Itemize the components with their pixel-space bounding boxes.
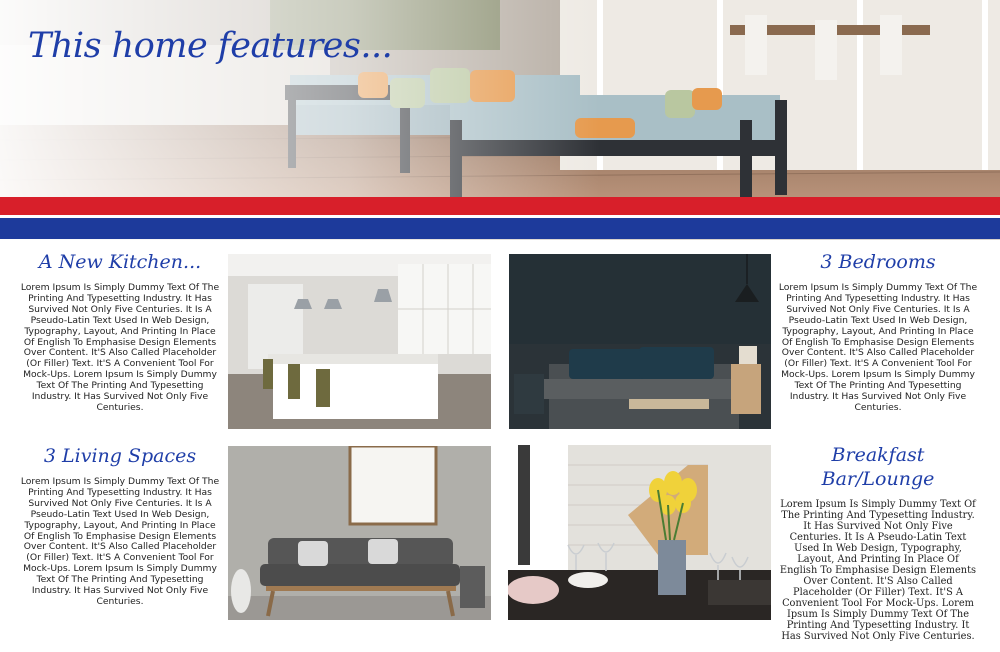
feature-body: Lorem Ipsum Is Simply Dummy Text Of The Printing And Typesetting Industry. It Has Survived Not Only Five Centuries. It Is A Pseudo-Latin Text Used In Web Design, Typography, Layout, And Printing In Place Of English To Emphasise Design Elements Over Content. It'S Also Called Placeholder (Or Filler) Text. It'S A Convenient Tool For Mock-Ups. Lorem Ipsum Is Simply Dummy Text Of The Printing And Typesetting Industry. It Has Survived Not Only Five Centuries. (779, 499, 977, 642)
feature-heading: 3 Bedrooms (820, 251, 936, 273)
feature-body: Lorem Ipsum Is Simply Dummy Text Of The Printing And Typesetting Industry. It Has Survived Not Only Five Centuries. It Is A Pseudo-Latin Text Used In Web Design, Typography, Layout, And Printing In Place Of English To Emphasise Design Elements Over Content. It'S Also Called Placeholder (Or Filler) Text. It'S A Convenient Tool For Mock-Ups. Lorem Ipsum Is Simply Dummy Text Of The Printing And Typesetting Industry. It Has Survived Not Only Five Centuries. (20, 476, 220, 607)
breakfast-bar-photo (508, 445, 771, 620)
red-stripe (0, 197, 1000, 215)
feature-breakfast-bar (778, 443, 978, 642)
bedroom-photo (509, 254, 771, 429)
feature-kitchen (20, 250, 220, 414)
living-room-photo (228, 446, 491, 620)
hero-banner (0, 0, 1000, 240)
kitchen-photo (228, 254, 491, 429)
feature-heading: Breakfast Bar/Lounge (821, 444, 935, 490)
feature-bedrooms (778, 250, 978, 414)
hero-title: This home features... (28, 26, 393, 66)
feature-body: Lorem Ipsum Is Simply Dummy Text Of The Printing And Typesetting Industry. It Has Survived Not Only Five Centuries. It Is A Pseudo-Latin Text Used In Web Design, Typography, Layout, And Printing In Place Of English To Emphasise Design Elements Over Content. It'S Also Called Placeholder (Or Filler) Text. It'S A Convenient Tool For Mock-Ups. Lorem Ipsum Is Simply Dummy Text Of The Printing And Typesetting Industry. It Has Survived Not Only Five Centuries. (20, 282, 220, 413)
feature-body: Lorem Ipsum Is Simply Dummy Text Of The Printing And Typesetting Industry. It Has Survived Not Only Five Centuries. It Is A Pseudo-Latin Text Used In Web Design, Typography, Layout, And Printing In Place Of English To Emphasise Design Elements Over Content. It'S Also Called Placeholder (Or Filler) Text. It'S A Convenient Tool For Mock-Ups. Lorem Ipsum Is Simply Dummy Text Of The Printing And Typesetting Industry. It Has Survived Not Only Five Centuries. (778, 282, 978, 413)
feature-heading: 3 Living Spaces (43, 445, 197, 467)
blue-stripe (0, 218, 1000, 239)
feature-living-spaces (20, 444, 220, 608)
feature-heading: A New Kitchen... (38, 251, 202, 273)
